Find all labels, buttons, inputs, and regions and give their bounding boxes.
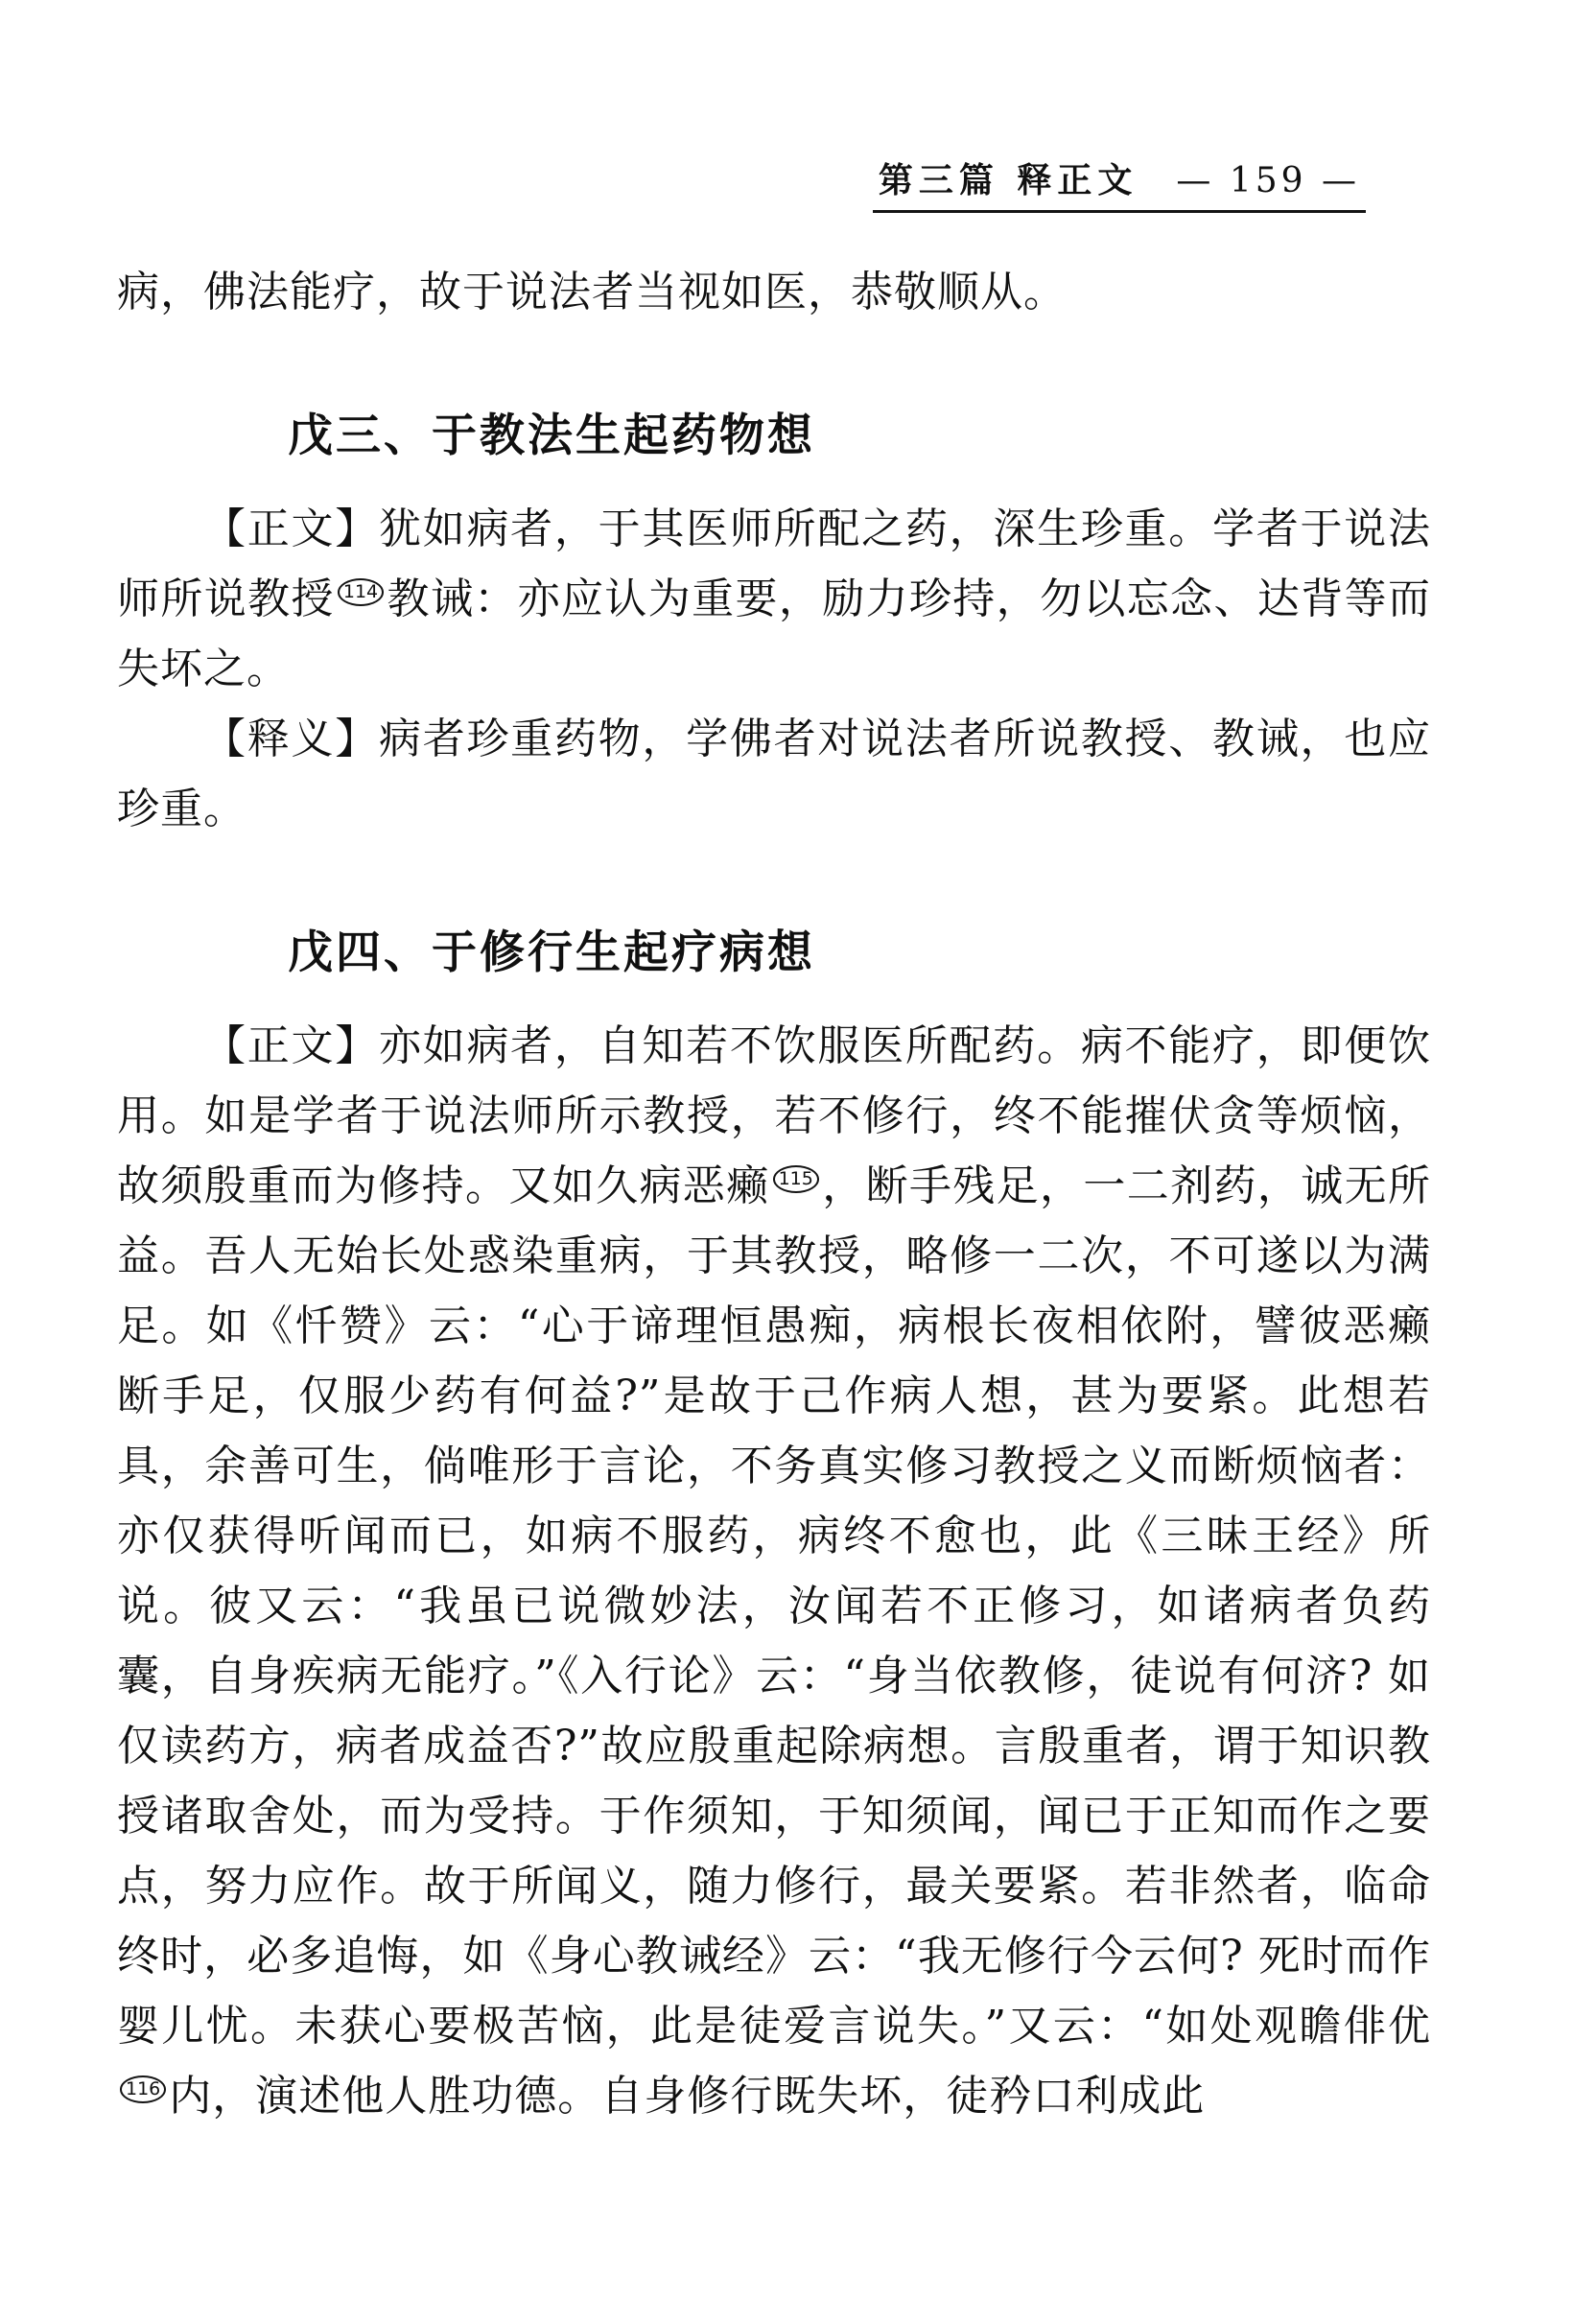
text-run: 【正文】犹如病者，于其医师所配之药，深生珍重。学者于说法师所说教授 <box>117 504 1431 623</box>
text-run: ，断手残足，一二剂药，诚无所益。吾人无始长处惑染重病，于其教授，略修一二次，不可遂以为满足。如《忏赞》云：“心于谛理恒愚痴，病根长夜相依附，譬彼恶癞断手足，仅服少药有何益?”是故于己作病人想，甚为要紧。此想若具，余善可生，倘唯形于言论，不务真实修习教授之义而断烦恼者：亦仅获得听闻而已，如病不服药，病终不愈也，此《三昧王经》所说。彼又云：“我虽已说微妙法，汝闻若不正修习，如诸病者负药囊，自身疾病无能疗。”《入行论》云：“身当依教修，徒说有何济? 如仅读药方，病者成益否?”故应殷重起除病想。言殷重者，谓于知识教授诸取舍处，而为受持。于作须知，于知须闻，闻已于正知而作之要点，努力应作。故于所闻义，随力修行，最关要紧。若非然者，临命终时，必多追悔，如《身心教诫经》云：“我无修行今云何? 死时而作婴儿忧。未获心要极苦恼，此是徒爱言说失。”又云：“如处观瞻俳优 <box>117 1161 1432 2051</box>
header-page-number: — 159 — <box>1176 161 1360 200</box>
body-paragraph <box>117 257 1431 327</box>
text-run: 病，佛法能疗，故于说法者当视如医，恭敬顺从。 <box>117 268 1067 317</box>
body-content <box>117 257 1431 2131</box>
body-paragraph <box>117 704 1431 844</box>
text-run: 【释义】病者珍重药物，学佛者对说法者所说教授、教诫，也应珍重。 <box>117 715 1431 833</box>
text-run: 教诫：亦应认为重要，励力珍持，勿以忘念、达背等而失坏之。 <box>117 574 1432 693</box>
text-run: 戊三、于教法生起药物想 <box>288 410 815 462</box>
footnote-marker: 115 <box>773 1165 819 1193</box>
footnote-marker: 116 <box>120 2075 166 2103</box>
text-run: 内，演述他人胜功德。自身修行既失坏，徒矜口利成此 <box>169 2072 1206 2121</box>
footnote-marker: 114 <box>338 578 384 606</box>
section-heading <box>288 925 1431 982</box>
body-paragraph <box>117 494 1431 704</box>
text-run: 戊四、于修行生起疗病想 <box>288 926 815 979</box>
page-header <box>873 159 1366 213</box>
section-heading <box>288 408 1431 465</box>
text-run: 【正文】亦如病者，自知若不饮服医所配药。病不能疗，即便饮用。如是学者于说法师所示教授，若不修行，终不能摧伏贪等烦恼，故须殷重而为修持。又如久病恶癞 <box>117 1021 1431 1210</box>
body-paragraph <box>117 1011 1431 2131</box>
header-section-title: 第三篇 释正文 <box>878 160 1138 200</box>
